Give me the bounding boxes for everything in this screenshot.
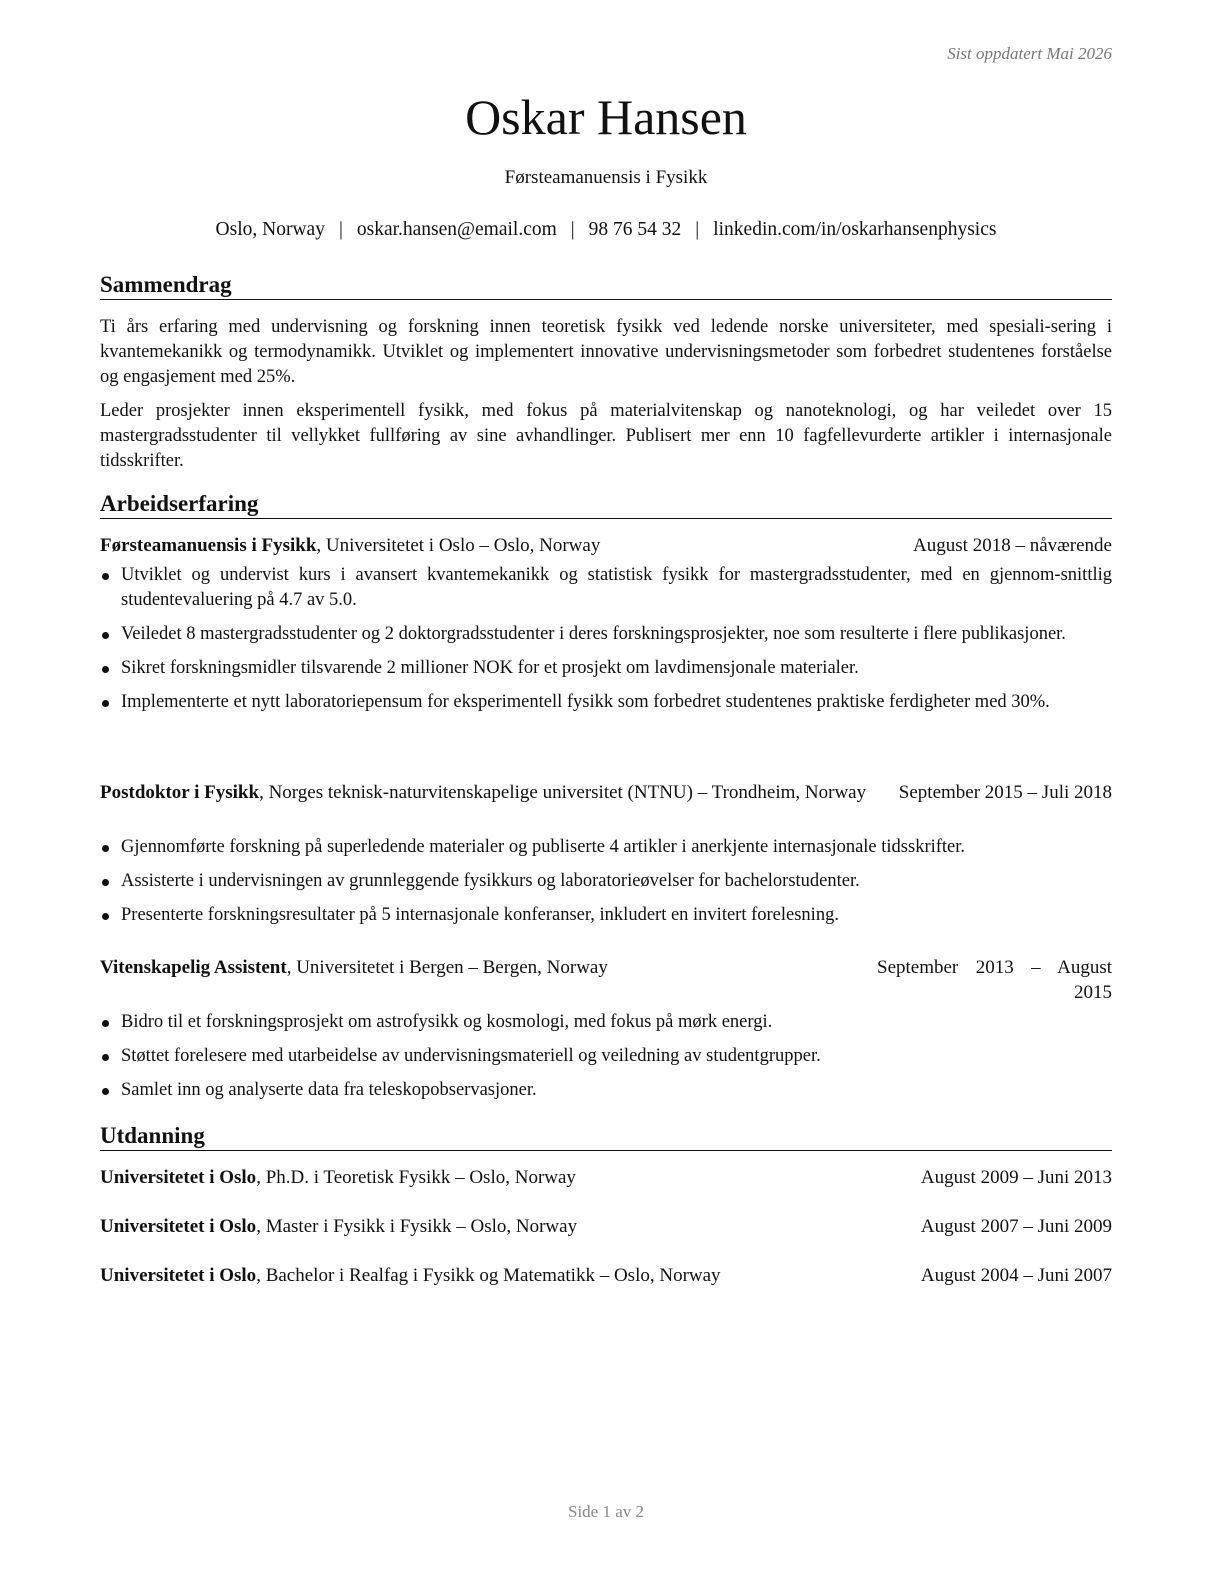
job-role: Postdoktor i Fysikk [100, 782, 260, 803]
bullet-item: Utviklet og undervist kurs i avansert kvantemekanikk og statistisk fysikk for mastergradsstudenter, med en gjennom-snittlig studentevaluering på 4.7 av 5.0. [100, 563, 1112, 613]
bullet-item: Støttet forelesere med utarbeidelse av undervisningsmateriell og veiledning av studentgrupper. [100, 1044, 1112, 1069]
job-bullets [100, 1010, 1112, 1112]
page-number: Side 1 av 2 [567, 1502, 645, 1521]
bullet-dot [102, 632, 109, 639]
education-dates: August 2007 – Juni 2009 [920, 1216, 1112, 1237]
bullet-item: Veiledet 8 mastergradsstudenter og 2 doktorgradsstudenter i deres forskningsprosjekter, noe som resulterte i flere publikasjoner. [100, 622, 1112, 647]
job-header [100, 533, 1112, 558]
section-title-summary: Sammendrag [100, 271, 1112, 300]
job-role: Førsteamanuensis i Fysikk [100, 535, 317, 556]
headline: Førsteamanuensis i Fysikk [504, 167, 708, 188]
bullet-dot [102, 700, 109, 707]
bullet-item: Implementerte et nytt laboratoriepensum for eksperimentell fysikk som forbedret studentenes praktiske ferdigheter med 30%. [100, 690, 1112, 715]
bullet-item: Assisterte i undervisningen av grunnleggende fysikkurs og laboratorieøvelser for bachelorstudenter. [100, 869, 1112, 894]
summary-paragraph: Leder prosjekter innen eksperimentell fysikk, med fokus på materialvitenskap og nanoteknologi, og har veiledet over 15 mastergradsstudenter til vellykket fullføring av sine avhandlinger. Publisert mer enn 10 fagfellevurderte artikler i internasjonale tidsskrifter. [100, 401, 1112, 471]
contact-separator: | [338, 219, 343, 240]
person-name: Oskar Hansen [465, 89, 747, 145]
education-degree: , Bachelor i Realfag i Fysikk og Matematikk – Oslo, Norway [256, 1265, 721, 1286]
education-school: Universitetet i Oslo [100, 1167, 257, 1188]
bullet-item: Bidro til et forskningsprosjekt om astrofysikk og kosmologi, med fokus på mørk energi. [100, 1010, 1112, 1035]
bullet-dot [102, 573, 109, 580]
contact-separator: | [570, 219, 575, 240]
summary-paragraph: Ti års erfaring med undervisning og forskning innen teoretisk fysikk ved ledende norske universiteter, med spesiali-sering i kvantemekanikk og termodynamikk. Utviklet og implementert innovative undervisningsmetoder som forbedret studentenes forståelse og engasjement med 25%. [100, 317, 1112, 387]
job-bullets [100, 563, 1112, 724]
bullet-dot [102, 845, 109, 852]
job-dates: September 2015 – Juli 2018 [898, 782, 1112, 803]
education-dates: August 2009 – Juni 2013 [920, 1167, 1112, 1188]
bullet-item: Samlet inn og analyserte data fra teleskopobservasjoner. [100, 1078, 1112, 1103]
education-school: Universitetet i Oslo [100, 1265, 257, 1286]
job-org: , Universitetet i Oslo – Oslo, Norway [316, 535, 601, 556]
job-role: Vitenskapelig Assistent [100, 957, 287, 978]
education-degree: , Ph.D. i Teoretisk Fysikk – Oslo, Norway [256, 1167, 576, 1188]
section-title-education: Utdanning [100, 1122, 1112, 1151]
contact-separator: | [695, 219, 700, 240]
job-header [100, 780, 1112, 805]
job-org: , Universitetet i Bergen – Bergen, Norway [286, 957, 608, 978]
education-item [100, 1165, 1112, 1190]
job-bullets [100, 835, 1112, 937]
contact-linkedin[interactable]: linkedin.com/in/oskarhansenphysics [713, 219, 997, 240]
job-dates: September 2013 – August 2015 [877, 957, 1112, 1003]
bullet-dot [102, 1088, 109, 1095]
contact-phone: 98 76 54 32 [588, 219, 682, 240]
education-dates: August 2004 – Juni 2007 [920, 1265, 1112, 1286]
bullet-dot [102, 1054, 109, 1061]
last-updated: Sist oppdatert Mai 2026 [947, 44, 1112, 63]
section-title-experience: Arbeidserfaring [100, 490, 1112, 519]
job-header [100, 955, 1112, 1003]
resume-page [100, 0, 1112, 1584]
education-item [100, 1214, 1112, 1239]
contact-location: Oslo, Norway [215, 219, 325, 240]
bullet-dot [102, 666, 109, 673]
bullet-dot [102, 1020, 109, 1027]
bullet-dot [102, 879, 109, 886]
contact-email[interactable]: oskar.hansen@email.com [356, 219, 557, 240]
bullet-item: Presenterte forskningsresultater på 5 internasjonale konferanser, inkludert en invitert forelesning. [100, 903, 1112, 928]
education-school: Universitetet i Oslo [100, 1216, 257, 1237]
education-item [100, 1263, 1112, 1288]
bullet-item: Sikret forskningsmidler tilsvarende 2 millioner NOK for et prosjekt om lavdimensjonale materialer. [100, 656, 1112, 681]
bullet-item: Gjennomførte forskning på superledende materialer og publiserte 4 artikler i anerkjente internasjonale tidsskrifter. [100, 835, 1112, 860]
education-degree: , Master i Fysikk i Fysikk – Oslo, Norway [256, 1216, 578, 1237]
job-dates: August 2018 – nåværende [913, 535, 1112, 556]
job-org: , Norges teknisk-naturvitenskapelige universitet (NTNU) – Trondheim, Norway [259, 782, 867, 803]
contact-line [100, 219, 1112, 241]
bullet-dot [102, 913, 109, 920]
